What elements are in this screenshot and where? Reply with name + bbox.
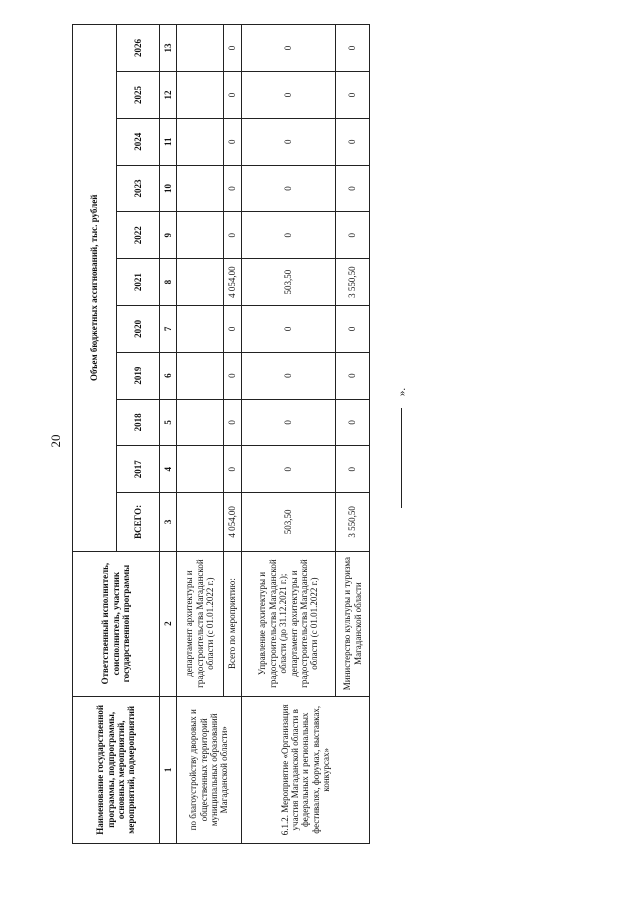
col-number: 7 xyxy=(160,305,177,352)
row-value: 0 xyxy=(336,446,370,493)
table-row xyxy=(177,25,224,844)
row-value: 0 xyxy=(242,212,336,259)
closing-mark: ». xyxy=(396,387,408,397)
col-number: 5 xyxy=(160,399,177,446)
row-responsible: Всего по мероприятию: xyxy=(224,551,242,696)
row-value: 0 xyxy=(224,118,242,165)
row-value: 0 xyxy=(224,305,242,352)
col-number: 12 xyxy=(160,72,177,119)
row-value: 0 xyxy=(242,72,336,119)
row-value: 4 054,00 xyxy=(224,259,242,306)
header-year: 2021 xyxy=(116,259,160,306)
row-value: 0 xyxy=(242,25,336,72)
header-responsible: Ответственный исполнитель, соисполнитель, участник государственной программы xyxy=(73,551,160,696)
row-value xyxy=(177,446,224,493)
row-total: 503,50 xyxy=(242,493,336,551)
header-budget-group: Объем бюджетных ассигнований, тыс. рублей xyxy=(73,25,117,552)
header-year: 2019 xyxy=(116,352,160,399)
header-year: 2025 xyxy=(116,72,160,119)
header-year: 2023 xyxy=(116,165,160,212)
row-value xyxy=(177,259,224,306)
row-value: 0 xyxy=(336,72,370,119)
col-number: 1 xyxy=(160,696,177,843)
row-value: 0 xyxy=(224,165,242,212)
row-value: 0 xyxy=(242,118,336,165)
column-number-row xyxy=(160,25,177,844)
header-year: 2020 xyxy=(116,305,160,352)
row-value: 0 xyxy=(242,446,336,493)
row-value: 0 xyxy=(242,165,336,212)
row-value: 0 xyxy=(242,305,336,352)
row-value: 0 xyxy=(336,352,370,399)
col-number: 11 xyxy=(160,118,177,165)
row-responsible: департамент архитектуры и градостроительства Магаданской области (с 01.01.2022 г.) xyxy=(177,551,224,696)
row-responsible: Министерство культуры и туризма Магаданской области xyxy=(336,551,370,696)
row-total: 4 054,00 xyxy=(224,493,242,551)
header-row xyxy=(73,25,117,844)
row-value: 0 xyxy=(224,25,242,72)
row-value: 0 xyxy=(224,352,242,399)
row-value xyxy=(177,212,224,259)
header-name: Наименование государственной программы, подпрограммы, основных мероприятий, мероприятий, подмероприятий xyxy=(73,696,160,843)
header-total: ВСЕГО: xyxy=(116,493,160,551)
header-year: 2018 xyxy=(116,399,160,446)
row-value xyxy=(177,399,224,446)
col-number: 9 xyxy=(160,212,177,259)
row-value: 0 xyxy=(336,305,370,352)
row-total: 3 550,50 xyxy=(336,493,370,551)
col-number: 2 xyxy=(160,551,177,696)
row-total xyxy=(177,493,224,551)
budget-table-wrapper xyxy=(72,24,402,844)
col-number: 10 xyxy=(160,165,177,212)
col-number: 3 xyxy=(160,493,177,551)
header-year: 2024 xyxy=(116,118,160,165)
row-value xyxy=(177,352,224,399)
row-value xyxy=(177,25,224,72)
row-value: 0 xyxy=(242,352,336,399)
header-year: 2017 xyxy=(116,446,160,493)
row-value: 0 xyxy=(224,72,242,119)
row-name: по благоустройству дворовых и общественных территорий муниципальных образований Магаданской области» xyxy=(177,696,242,843)
col-number: 6 xyxy=(160,352,177,399)
row-value: 0 xyxy=(336,165,370,212)
row-value: 0 xyxy=(242,399,336,446)
row-value: 0 xyxy=(224,446,242,493)
row-responsible: Управление архитектуры и градостроительства Магаданской области (до 31.12.2021 г.); департамент архитектуры и градостроительства Магаданской области (с 01.01.2022 г.) xyxy=(242,551,336,696)
row-name: 6.1.2. Мероприятие «Организация участия Магаданской области в федеральных и региональных фестивалях, форумах, выставках, конкурсах» xyxy=(242,696,370,843)
row-value: 0 xyxy=(224,399,242,446)
header-year: 2022 xyxy=(116,212,160,259)
row-value xyxy=(177,118,224,165)
page-number: 20 xyxy=(48,434,63,448)
row-value: 0 xyxy=(336,399,370,446)
row-value xyxy=(177,305,224,352)
row-value: 0 xyxy=(336,212,370,259)
header-year: 2026 xyxy=(116,25,160,72)
row-value xyxy=(177,72,224,119)
budget-table xyxy=(72,24,370,844)
table-row xyxy=(242,25,336,844)
row-value: 503,50 xyxy=(242,259,336,306)
row-value xyxy=(177,165,224,212)
col-number: 13 xyxy=(160,25,177,72)
col-number: 8 xyxy=(160,259,177,306)
row-value: 0 xyxy=(224,212,242,259)
row-value: 0 xyxy=(336,118,370,165)
row-value: 3 550,50 xyxy=(336,259,370,306)
row-value: 0 xyxy=(336,25,370,72)
col-number: 4 xyxy=(160,446,177,493)
